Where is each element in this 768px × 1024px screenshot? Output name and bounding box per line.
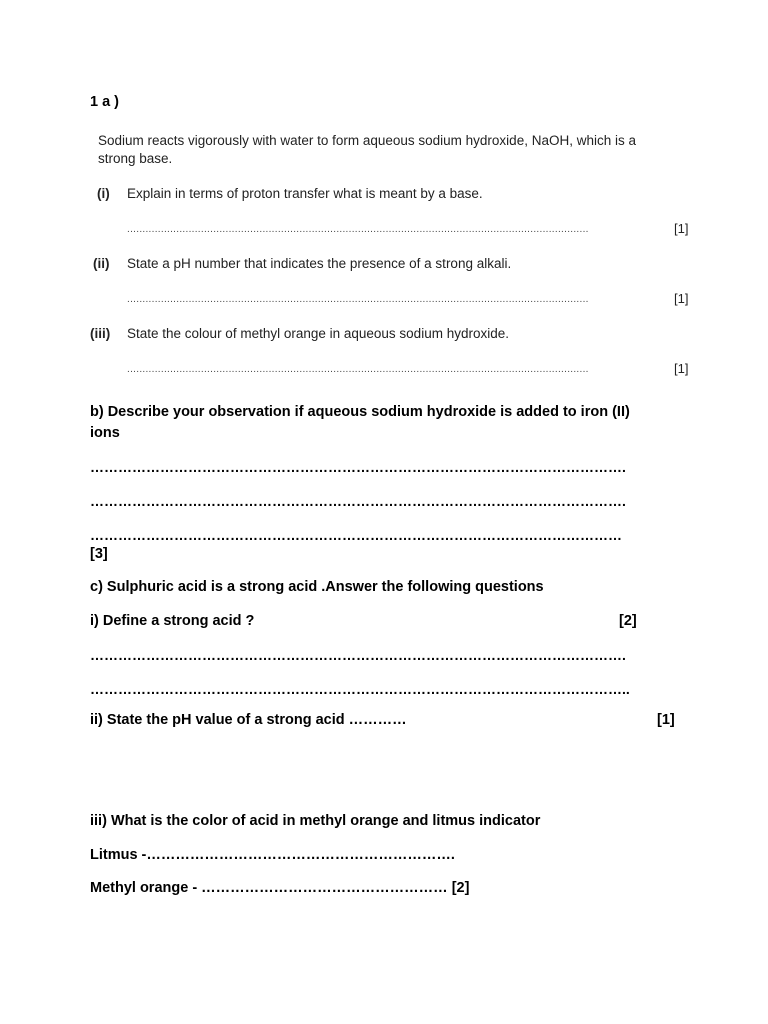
part-iii-number: (iii) — [90, 326, 111, 341]
mark-label: [2] — [619, 613, 637, 629]
part-i-number: (i) — [97, 186, 110, 201]
question-heading: 1 a ) — [90, 94, 120, 110]
answer-line: ...................................................................................................................................................... — [127, 364, 589, 375]
mark-label: [1] — [674, 361, 689, 376]
part-ii-text: State a pH number that indicates the presence of a strong alkali. — [127, 256, 512, 271]
answer-line: …………………………………………………………………………………………………… — [90, 527, 622, 543]
mark-label: [1] — [674, 221, 689, 236]
question-b-line1: b) Describe your observation if aqueous sodium hydroxide is added to iron (II) — [90, 404, 630, 420]
answer-line: ...................................................................................................................................................... — [127, 294, 589, 305]
question-b-line2: ions — [90, 425, 120, 441]
intro-line-1: Sodium reacts vigorously with water to form aqueous sodium hydroxide, NaOH, which is a — [98, 133, 636, 148]
methyl-orange-answer-line: Methyl orange - …………………………………………… [2] — [90, 880, 470, 896]
mark-label: [1] — [674, 291, 689, 306]
answer-line: ……………………………………………………………………………………………………. — [90, 493, 626, 509]
answer-line: …………………………………………………………………………………………………….. — [90, 681, 630, 697]
answer-line: ...................................................................................................................................................... — [127, 224, 589, 235]
answer-line: ……………………………………………………………………………………………………. — [90, 459, 626, 475]
question-c-ii: ii) State the pH value of a strong acid ………… — [90, 712, 407, 728]
litmus-answer-line: Litmus -………………………………………………………. — [90, 847, 455, 863]
part-i-text: Explain in terms of proton transfer what is meant by a base. — [127, 186, 483, 201]
part-ii-number: (ii) — [93, 256, 110, 271]
answer-line: ……………………………………………………………………………………………………. — [90, 647, 626, 663]
question-c-iii: iii) What is the color of acid in methyl orange and litmus indicator — [90, 813, 541, 829]
question-c-heading: c) Sulphuric acid is a strong acid .Answer the following questions — [90, 579, 544, 595]
part-iii-text: State the colour of methyl orange in aqueous sodium hydroxide. — [127, 326, 509, 341]
mark-label: [3] — [90, 546, 108, 562]
mark-label: [1] — [657, 712, 675, 728]
intro-line-2: strong base. — [98, 151, 173, 166]
question-c-i: i) Define a strong acid ? — [90, 613, 255, 629]
